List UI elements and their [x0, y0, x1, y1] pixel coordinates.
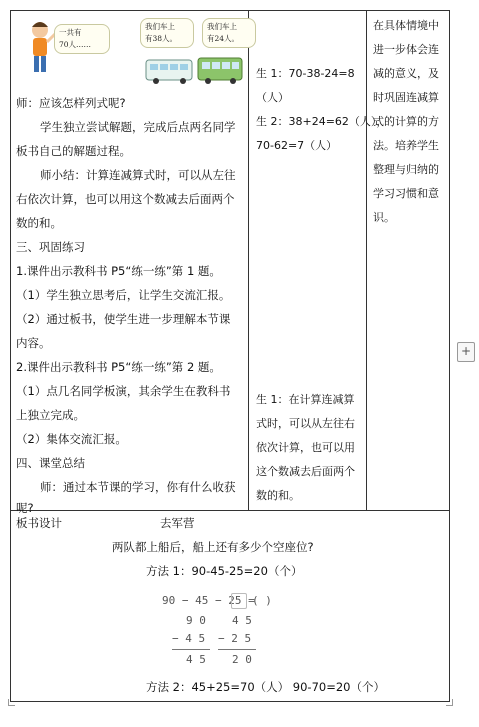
bus-icon [146, 60, 192, 84]
column-divider [366, 10, 367, 511]
left-col-line: 板书自己的解题过程。 [16, 144, 131, 158]
left-col-line: 上独立完成。 [16, 408, 85, 422]
design-intent: 式的计算的方 [373, 115, 439, 128]
vertical-calc-1-result: 4 5 [186, 653, 206, 666]
board-title: 去军营 [160, 516, 195, 530]
design-intent: 法。培养学生 [373, 139, 439, 152]
student-answer: 这个数减去后面两个 [256, 465, 355, 478]
design-intent: 整理与归纳的 [373, 163, 439, 176]
student-answer: 生 1：在计算连减算 [256, 393, 355, 406]
left-col-line: （2）集体交流汇报。 [16, 432, 127, 446]
left-col-line: 数的和。 [16, 216, 62, 230]
student-answer: 70-62=7（人） [256, 139, 338, 152]
design-intent: 时巩固连减算 [373, 91, 439, 104]
left-col-line: 师：通过本节课的学习，你有什么收获 [40, 480, 236, 494]
student-answer: 生 1：70-38-24=8 [256, 67, 355, 80]
add-row-button[interactable]: + [457, 342, 475, 362]
calc-line [172, 649, 210, 650]
design-intent: 识。 [373, 211, 395, 224]
page-corner-mark [8, 699, 15, 706]
student-answer: 生 2：38+24=62（人）， [256, 115, 388, 128]
calc-expression: 90 − 45 − 25 = [162, 594, 255, 607]
board-label: 板书设计 [16, 516, 62, 530]
speech-bubble: 我们车上 有38人。 [140, 18, 194, 48]
board-question: 两队都上船后，船上还有多少个空座位? [112, 540, 314, 554]
design-intent: 在具体情境中 [373, 19, 439, 32]
left-col-line: 呢? [16, 501, 34, 515]
section-heading: 四、课堂总结 [16, 456, 85, 470]
board-method-1: 方法 1：90-45-25=20（个） [146, 564, 303, 578]
vertical-calc-2-top: 4 5 [232, 614, 252, 627]
calc-unit: ( ) [252, 594, 272, 607]
vertical-calc-2-sub: − 2 5 [218, 632, 252, 645]
left-col-line: 1.课件出示教科书 P5“练一练”第 1 题。 [16, 264, 221, 278]
left-col-line: 师小结：计算连减算式时，可以从左往 [40, 168, 236, 182]
student-answer: （人） [256, 91, 289, 104]
left-col-line: （2）通过板书，使学生进一步理解本节课 [16, 312, 231, 326]
student-answer: 式时，可以从左往右 [256, 417, 355, 430]
left-col-line: 学生独立尝试解题，完成后点两名同学 [40, 120, 236, 134]
answer-box [231, 593, 247, 609]
design-intent: 学习习惯和意 [373, 187, 439, 200]
left-col-line: （1）点几名同学板演，其余学生在教科书 [16, 384, 231, 398]
section-heading: 三、巩固练习 [16, 240, 85, 254]
student-answer: 依次计算，也可以用 [256, 441, 355, 454]
vertical-calc-2-result: 2 0 [232, 653, 252, 666]
left-col-line: （1）学生独立思考后，让学生交流汇报。 [16, 288, 231, 302]
student-answer: 数的和。 [256, 489, 300, 502]
left-col-line: 师：应该怎样列式呢? [16, 96, 126, 110]
board-method-2: 方法 2：45+25=70（人） 90-70=20（个） [146, 680, 385, 694]
left-col-line: 右依次计算，也可以用这个数减去后面两个 [16, 192, 235, 206]
left-col-line: 2.课件出示教科书 P5“练一练”第 2 题。 [16, 360, 221, 374]
calc-line [218, 649, 256, 650]
left-col-line: 内容。 [16, 336, 51, 350]
speech-bubble: 一共有 70人…… [54, 24, 110, 54]
bus-icon [198, 58, 242, 84]
design-intent: 减的意义，及 [373, 67, 439, 80]
boy-figure-icon [32, 22, 55, 72]
speech-bubble: 我们车上 有24人。 [202, 18, 256, 48]
page-corner-mark [446, 699, 453, 706]
vertical-calc-1-sub: − 4 5 [172, 632, 206, 645]
illustration [18, 14, 250, 86]
vertical-calc-1-top: 9 0 [186, 614, 206, 627]
design-intent: 进一步体会连 [373, 43, 439, 56]
row-divider [10, 510, 450, 511]
